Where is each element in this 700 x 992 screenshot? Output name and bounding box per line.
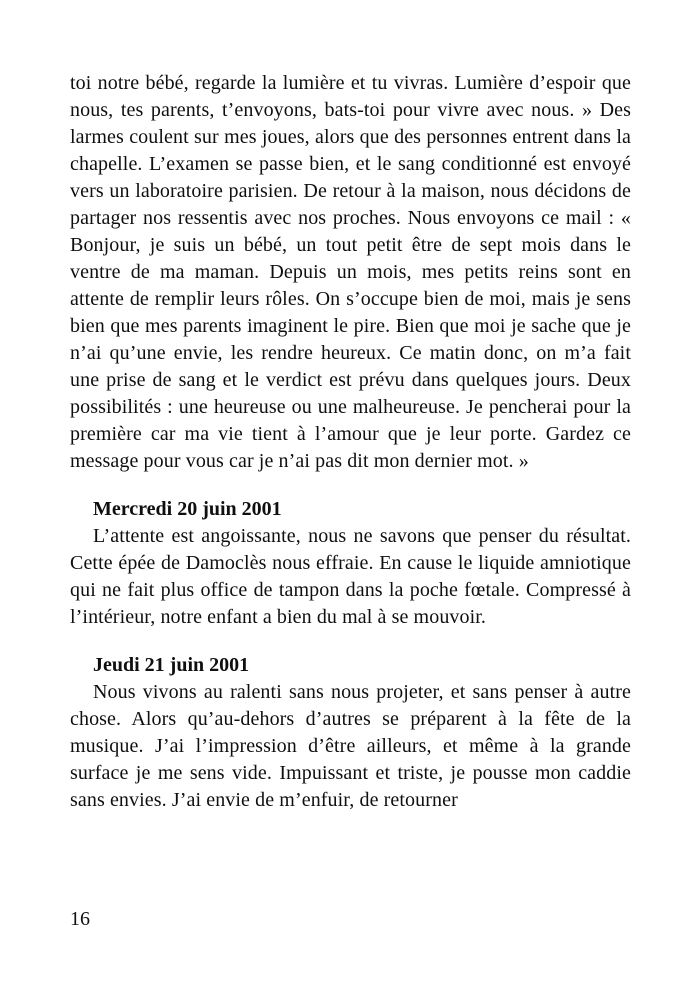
entry-heading-jeudi: Jeudi 21 juin 2001 — [93, 654, 250, 676]
text-block — [70, 70, 631, 814]
paragraph-continuation: toi notre bébé, regarde la lumière et tu vivras. Lumière d’espoir que nous, tes parents, t’envoyons, bats-toi pour vivre avec nous. » Des larmes coulent sur mes joues, alors que des personnes entrent dans la chapelle. L’examen se passe bien, et le sang conditionné est envoyé vers un laboratoire parisien. De retour à la maison, nous décidons de partager nos ressentis avec nos proches. Nous envoyons ce mail : « Bonjour, je suis un bébé, un tout petit être de sept mois dans le ventre de ma maman. Depuis un mois, mes petits reins sont en attente de remplir leurs rôles. On s’occupe bien de moi, mais je sens bien que mes parents imaginent le pire. Bien que moi je sache que je n’ai qu’une envie, les rendre heureux. Ce matin donc, on m’a fait une prise de sang et le verdict est prévu dans quelques jours. Deux possibilités : une heureuse ou une malheureuse. Je pencherai pour la première car ma vie tient à l’amour que je leur porte. Gardez ce message pour vous car je n’ai pas dit mon dernier mot. » — [70, 72, 631, 472]
page-number: 16 — [70, 908, 90, 930]
paragraph-mercredi: L’attente est angoissante, nous ne savons que penser du résultat. Cette épée de Damoclès nous effraie. En cause le liquide amniotique qui ne fait plus office de tampon dans la poche fœtale. Compressé à l’intérieur, notre enfant a bien du mal à se mouvoir. — [70, 525, 631, 628]
entry-heading-mercredi: Mercredi 20 juin 2001 — [93, 498, 282, 520]
paragraph-jeudi: Nous vivons au ralenti sans nous projeter, et sans penser à autre chose. Alors qu’au-dehors d’autres se préparent à la fête de la musique. J’ai l’impression d’être ailleurs, et même à la grande surface je me sens vide. Impuissant et triste, je pousse mon caddie sans envies. J’ai envie de m’enfuir, de retourner — [70, 681, 631, 811]
